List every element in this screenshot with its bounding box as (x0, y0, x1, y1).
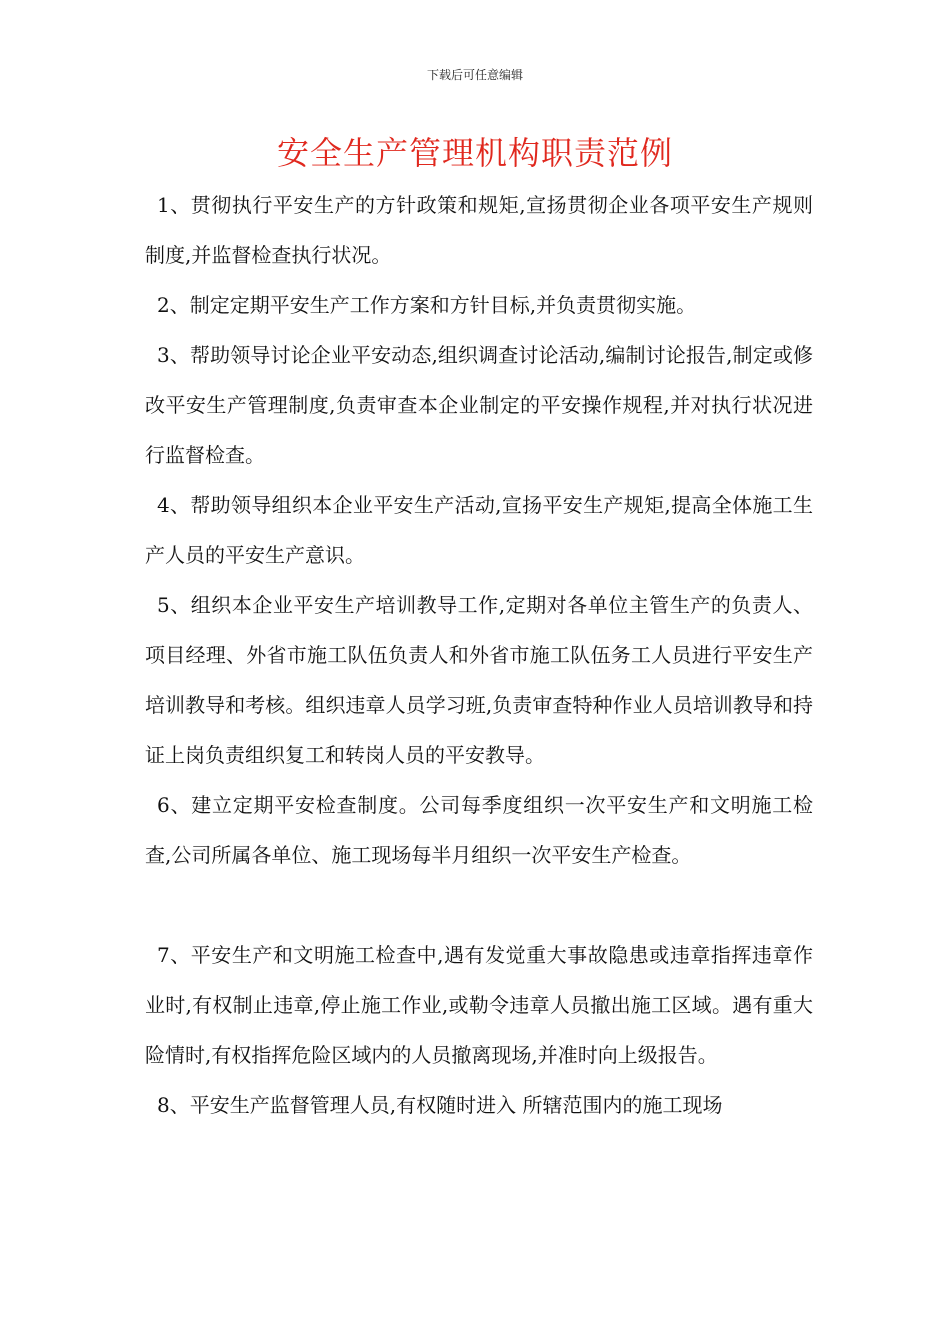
paragraph-7: 7、平安生产和文明施工检查中,遇有发觉重大事故隐患或违章指挥违章作业时,有权制止违章,停止施工作业,或勒令违章人员撤出施工区域。遇有重大险情时,有权指挥危险区域内的人员撤离现场,并准时向上级报告。 (145, 943, 813, 1067)
paragraph-1: 1、贯彻执行平安生产的方针政策和规矩,宣扬贯彻企业各项平安生产规则制度,并监督检查执行状况。 (145, 193, 813, 267)
header-note: 下载后可任意编辑 (426, 68, 523, 82)
paragraph-6: 6、建立定期平安检查制度。公司每季度组织一次平安生产和文明施工检查,公司所属各单位、施工现场每半月组织一次平安生产检查。 (145, 793, 813, 867)
paragraph-8: 8、平安生产监督管理人员,有权随时进入 所辖范围内的施工现场 (157, 1093, 723, 1117)
paragraph-2: 2、制定定期平安生产工作方案和方针目标,并负责贯彻实施。 (157, 293, 697, 317)
paragraph-3: 3、帮助领导讨论企业平安动态,组织调查讨论活动,编制讨论报告,制定或修改平安生产管理制度,负责审查本企业制定的平安操作规程,并对执行状况进行监督检查。 (145, 343, 813, 467)
document-title: 安全生产管理机构职责范例 (276, 134, 673, 172)
paragraph-4: 4、帮助领导组织本企业平安生产活动,宣扬平安生产规矩,提高全体施工生产人员的平安生产意识。 (145, 493, 813, 567)
document-body (145, 180, 813, 1130)
paragraph-5: 5、组织本企业平安生产培训教导工作,定期对各单位主管生产的负责人、项目经理、外省市施工队伍负责人和外省市施工队伍务工人员进行平安生产培训教导和考核。组织违章人员学习班,负责审查特种作业人员培训教导和持证上岗负责组织复工和转岗人员的平安教导。 (145, 593, 813, 767)
